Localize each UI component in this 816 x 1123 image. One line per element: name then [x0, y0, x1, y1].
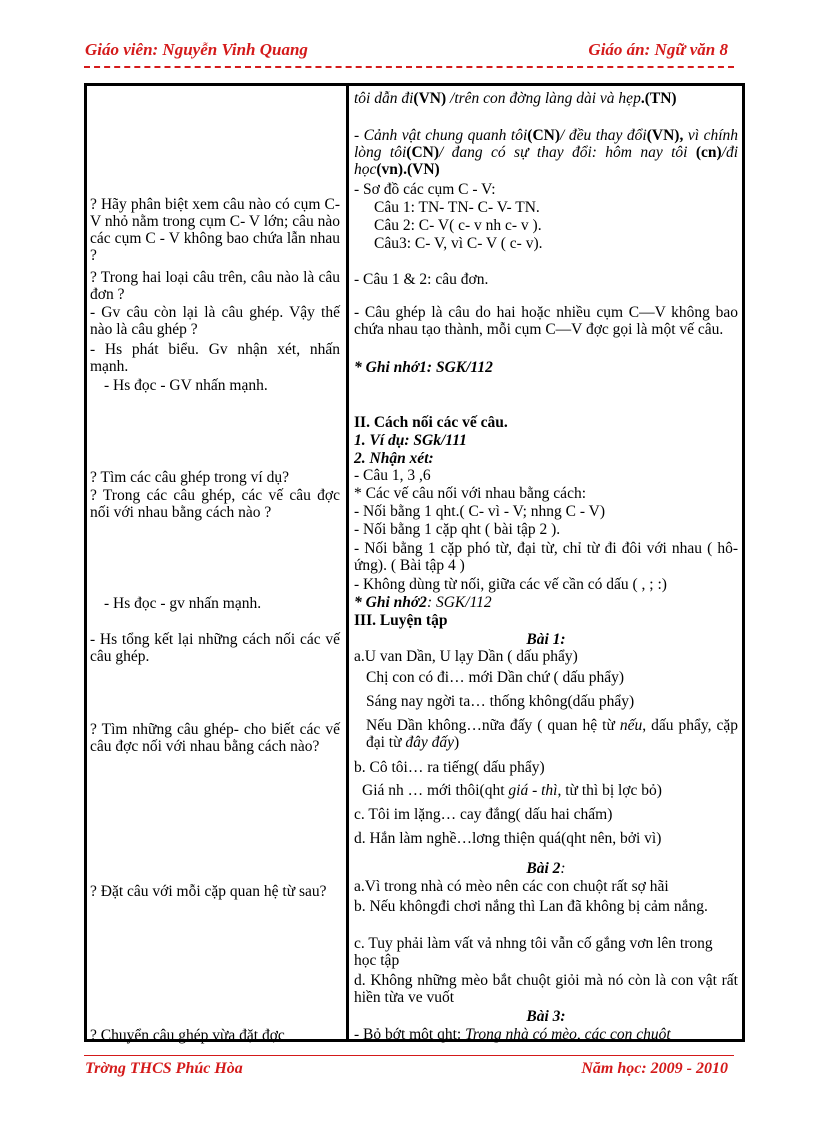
left-question-6: ? Tìm các câu ghép trong ví dụ?	[90, 469, 289, 486]
right-line-1: tôi dẫn đi(VN) /trên con đờng làng dài và hẹp.(TN)	[354, 90, 677, 107]
right-line-5: Câu 2: C- V( c- v nh c- v ).	[374, 217, 542, 234]
left-question-10: ? Tìm những câu ghép- cho biết các vế câu đợc nối với nhau bằng cách nào?	[90, 721, 340, 755]
section-2-title: II. Cách nối các vế câu.	[354, 414, 508, 431]
right-b1: - Câu 1, 3 ,6	[354, 467, 431, 484]
section-2-remark: 2. Nhận xét:	[354, 450, 434, 467]
left-question-9: - Hs tổng kết lại những cách nối các vế câu ghép.	[90, 631, 340, 665]
right-line-3: - Sơ đồ các cụm C - V:	[354, 181, 496, 198]
header-teacher: Giáo viên: Nguyễn Vinh Quang	[85, 40, 308, 59]
right-line-4: Câu 1: TN- TN- C- V- TN.	[374, 199, 540, 216]
left-question-5: - Hs đọc - GV nhấn mạnh.	[104, 377, 268, 394]
right-b3: - Nối bằng 1 qht.( C- vì - V; nhng C - V)	[354, 503, 605, 520]
left-question-3: - Gv câu còn lại là câu ghép. Vậy thế nào là câu ghép ?	[90, 304, 340, 338]
right-ghi-nho-1: * Ghi nhớ1: SGK/112	[354, 359, 493, 376]
left-question-7: ? Trong các câu ghép, các vế câu đợc nối với nhau bằng cách nào ?	[90, 487, 340, 521]
right-line-8: - Câu ghép là câu do hai hoặc nhiều cụm C—V không bao chứa nhau tạo thành, mỗi cụm C—V đợc gọi là một vế câu.	[354, 304, 738, 338]
footer-school: Trờng THCS Phúc Hòa	[85, 1060, 243, 1077]
header-divider	[84, 66, 734, 68]
right-b5: - Nối bằng 1 cặp phó từ, đại từ, chỉ từ đi đôi với nhau ( hô- ứng). ( Bài tập 4 )	[354, 540, 738, 574]
header-subject: Giáo án: Ngữ văn 8	[588, 40, 728, 59]
right-c7: c. Tôi im lặng… cay đắng( dấu hai chấm)	[354, 806, 613, 823]
section-2-example: 1. Ví dụ: SGk/111	[354, 432, 467, 449]
right-c2: Chị con có đi… mới Dần chứ ( dấu phẩy)	[366, 669, 625, 686]
left-question-4: - Hs phát biểu. Gv nhận xét, nhấn mạnh.	[90, 341, 340, 375]
footer-year: Năm học: 2009 - 2010	[581, 1060, 728, 1077]
left-question-8: - Hs đọc - gv nhấn mạnh.	[104, 595, 262, 612]
right-e1: - Bỏ bớt một qht: Trong nhà có mèo, các con chuột	[354, 1026, 671, 1043]
right-b4: - Nối bằng 1 cặp qht ( bài tập 2 ).	[354, 521, 561, 538]
exercise-1-title: Bài 1:	[526, 631, 566, 648]
right-line-2: - Cảnh vật chung quanh tôi(CN)/ đều thay đổi(VN), vì chính lòng tôi(CN)/ đang có sự thay đổi: hôm nay tôi (cn)/đi học(vn).(VN)	[354, 127, 739, 178]
right-c1: a.U van Dần, U lạy Dần ( dấu phẩy)	[354, 648, 578, 665]
right-line-6: Câu3: C- V, vì C- V ( c- v).	[374, 235, 543, 252]
right-b2: * Các vế câu nối với nhau bằng cách:	[354, 485, 587, 502]
right-b6: - Không dùng từ nối, giữa các vế cần có dấu ( , ; :)	[354, 576, 667, 593]
right-c3: Sáng nay ngời ta… thống không(dấu phẩy)	[366, 693, 635, 710]
left-question-1: ? Hãy phân biệt xem câu nào có cụm C- V nhỏ nằm trong cụm C- V lớn; câu nào các cụm C - V không bao chứa lẫn nhau ?	[90, 196, 340, 264]
column-divider	[346, 83, 349, 1042]
left-question-2: ? Trong hai loại câu trên, câu nào là câu đơn ?	[90, 269, 340, 303]
right-ghi-nho-2: * Ghi nhớ2: SGK/112	[354, 594, 492, 611]
left-question-11: ? Đặt câu với mỗi cặp quan hệ từ sau?	[90, 883, 327, 900]
right-d4: d. Không những mèo bắt chuột giỏi mà nó còn là con vật rất hiền từa ve vuốt	[354, 972, 738, 1006]
right-d1: a.Vì trong nhà có mèo nên các con chuột rất sợ hãi	[354, 878, 669, 895]
right-c5: b. Cô tôi… ra tiếng( dấu phẩy)	[354, 759, 545, 776]
footer-divider	[84, 1055, 734, 1056]
right-c4: Nếu Dần không…nữa đấy ( quan hệ từ nếu, dấu phẩy, cặp đại từ đây đấy)	[366, 717, 739, 751]
exercise-2-title: Bài 2:	[526, 860, 566, 877]
right-d2: b. Nếu khôngđi chơi nắng thì Lan đã không bị cảm nắng.	[354, 898, 708, 915]
right-line-7: - Câu 1 & 2: câu đơn.	[354, 271, 489, 288]
left-question-12: ? Chuyển câu ghép vừa đặt đợc	[90, 1027, 285, 1044]
section-3-title: III. Luyện tập	[354, 612, 448, 629]
exercise-3-title: Bài 3:	[526, 1008, 566, 1025]
right-c8: d. Hắn làm nghề…lơng thiện quá(qht nên, bởi vì)	[354, 830, 662, 847]
right-d3: c. Tuy phải làm vất vả nhng tôi vẫn cố gắng vơn lên trong học tập	[354, 935, 713, 969]
right-c6: Giá nh … mới thôi(qht giá - thì, từ thì bị lợc bỏ)	[362, 782, 662, 799]
